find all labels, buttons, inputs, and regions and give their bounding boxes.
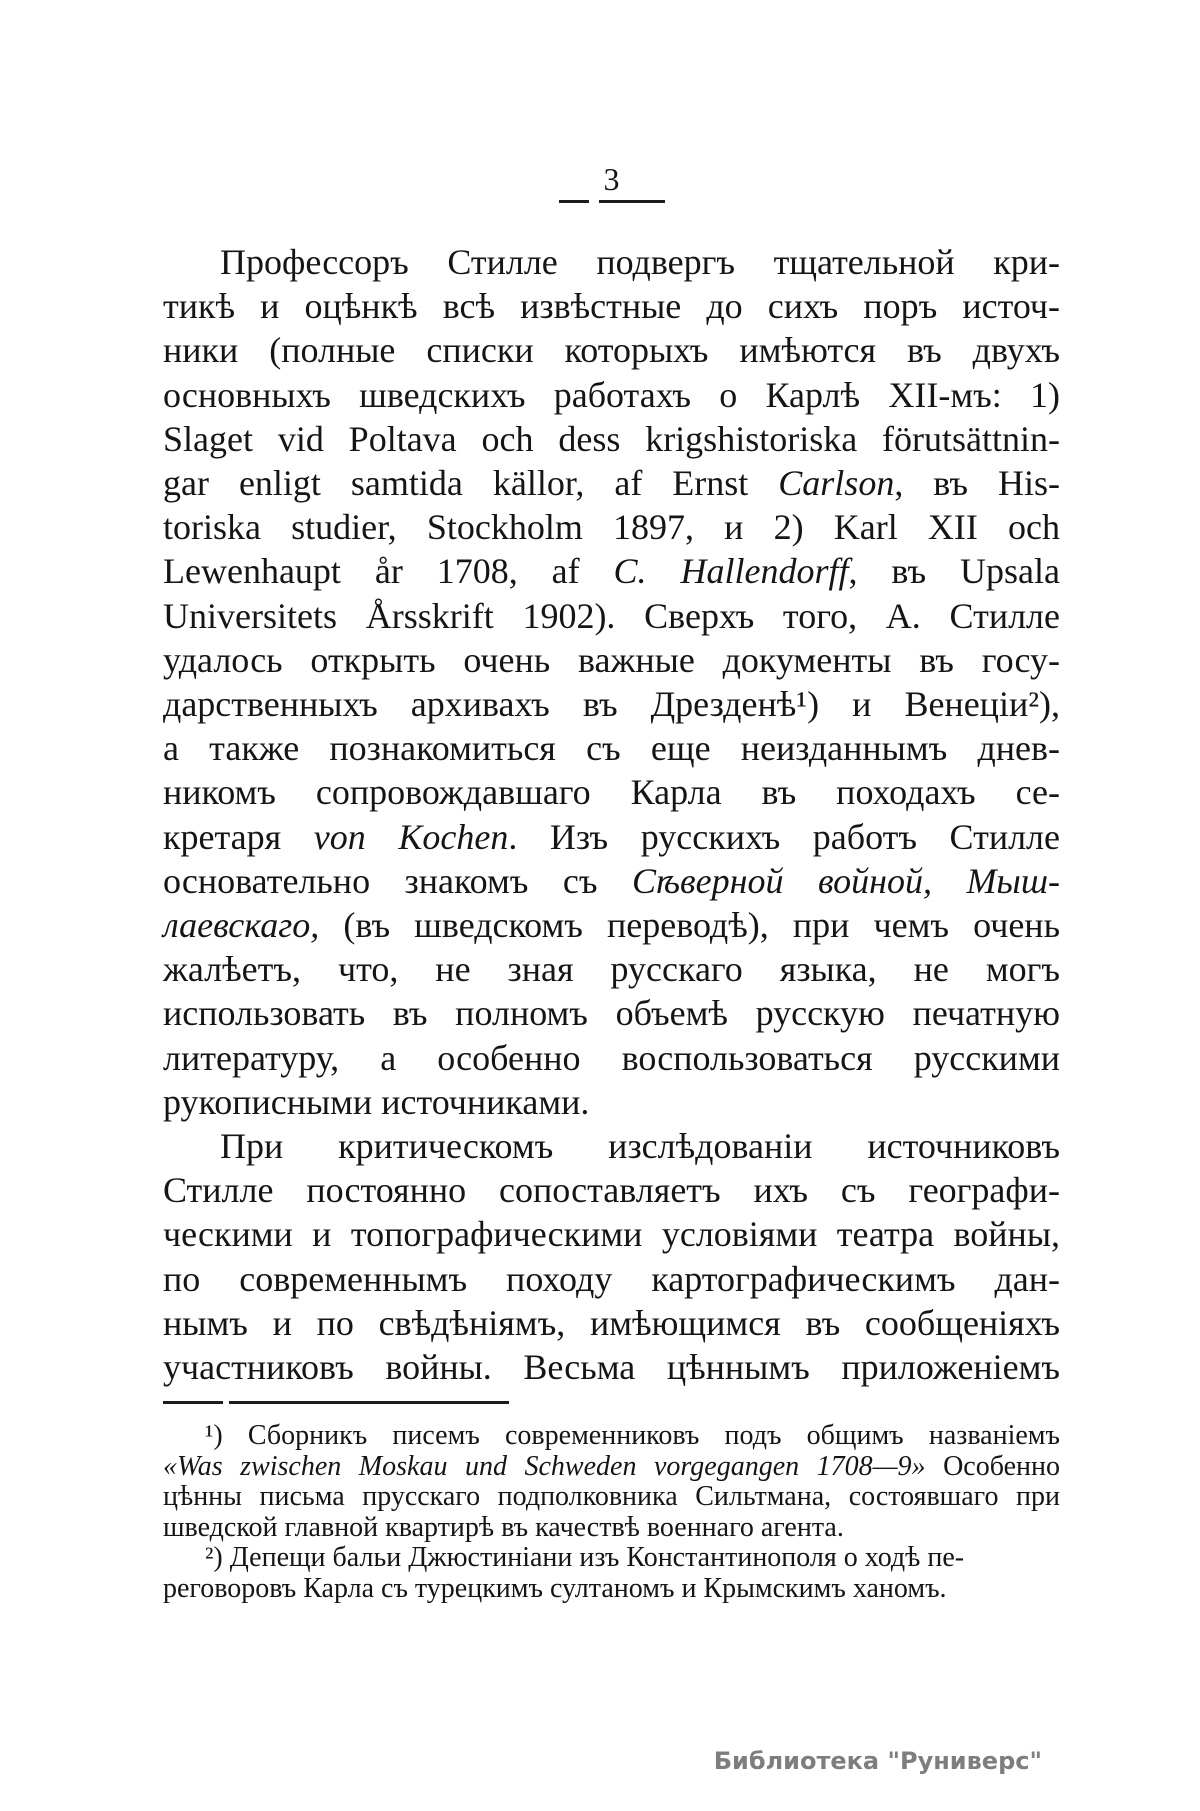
text-segment: gar enligt samtida källor, af Ernst — [163, 463, 779, 504]
text-segment: . Изъ русскихъ работъ Стилле — [508, 816, 1061, 857]
footnote-line — [163, 1452, 1060, 1483]
page-number: 3 — [603, 161, 620, 197]
text-line: жалѣетъ, что, не зная русскаго языка, не могъ — [163, 949, 1060, 990]
text-line: дарственныхъ архивахъ въ Дрезденѣ¹) и Венеціи²), — [163, 684, 1060, 725]
text-segment: Особенно — [925, 1450, 1060, 1482]
text-line: рукописными источниками. — [163, 1081, 590, 1122]
text-line: Slaget vid Poltava och dess krigshistoriska förutsättnin- — [163, 418, 1060, 459]
text-segment: кретаря — [163, 816, 314, 857]
text-segment-italic: лаевскаго, — [163, 905, 320, 946]
text-line: toriska studier, Stockholm 1897, и 2) Karl XII och — [163, 507, 1060, 548]
text-line: ческими и топографическими условіями театра войны, — [163, 1214, 1060, 1255]
footnote-line: ²) Депещи бальи Джюстиніани изъ Константинополя о ходѣ пе- — [205, 1542, 965, 1574]
text-line — [163, 549, 1060, 593]
text-line: использовать въ полномъ объемѣ русскую печатную — [163, 993, 1060, 1034]
text-line: При критическомъ изслѣдованіи источниковъ — [220, 1126, 1060, 1167]
text-line: удалось открыть очень важные документы въ госу- — [163, 639, 1060, 680]
text-line — [163, 903, 1060, 947]
main-text-block — [163, 240, 1060, 1389]
watermark-text: Библиотека "Руниверс" — [713, 1747, 1042, 1775]
text-line — [163, 461, 1060, 505]
text-line: нымъ и по свѣдѣніямъ, имѣющимся въ сообщеніяхъ — [163, 1302, 1060, 1343]
text-segment-italic: Сѣверной войной, Мыш- — [631, 860, 1060, 901]
text-segment: основательно знакомъ съ — [163, 860, 632, 901]
text-segment: , въ His- — [894, 463, 1060, 504]
text-line: Профессоръ Стилле подвергъ тщательной кри- — [220, 242, 1060, 282]
page-number-rule — [559, 200, 665, 203]
page-header — [163, 163, 1060, 203]
text-line: по современнымъ походу картографическимъ дан- — [163, 1258, 1060, 1299]
text-line: Стилле постоянно сопоставляетъ ихъ съ географи- — [163, 1170, 1060, 1211]
text-segment-italic: Carlson — [778, 463, 895, 504]
text-line: участниковъ войны. Весьма цѣннымъ приложеніемъ — [163, 1347, 1060, 1388]
footnote-line: шведской главной квартирѣ въ качествѣ военнаго агента. — [163, 1511, 844, 1543]
text-line: тикѣ и оцѣнкѣ всѣ извѣстные до сихъ поръ источ- — [163, 286, 1060, 327]
text-line: основныхъ шведскихъ работахъ о Карлѣ XII-мъ: 1) — [163, 374, 1060, 415]
text-line — [163, 815, 1060, 859]
footnote-line: ¹) Сборникъ писемъ современниковъ подъ общимъ названіемъ — [205, 1420, 1060, 1451]
footnotes-block — [163, 1421, 1060, 1605]
footnote-line: цѣнны письма прусскаго подполковника Сильтмана, состоявшаго при — [163, 1481, 1060, 1513]
text-segment-italic: von Kochen — [313, 816, 509, 857]
text-segment: (въ шведскомъ переводѣ), при чемъ очень — [319, 905, 1060, 946]
text-line: литературу, а особенно воспользоваться русскими — [163, 1037, 1060, 1078]
text-line: Universitets Årsskrift 1902). Сверхъ того, А. Стилле — [163, 595, 1060, 636]
footnote-line: реговоровъ Карла съ турецкимъ султаномъ и Крымскимъ ханомъ. — [163, 1572, 947, 1604]
footnote-separator — [163, 1401, 509, 1404]
text-line: никомъ сопровождавшаго Карла въ походахъ се- — [163, 772, 1060, 813]
text-segment: , въ Upsala — [848, 551, 1061, 592]
text-line: ники (полные списки которыхъ имѣются въ двухъ — [163, 330, 1060, 371]
text-line: а также познакомиться съ еще неизданнымъ днев- — [163, 728, 1060, 769]
text-segment-italic: C. Hallendorff — [613, 551, 849, 592]
text-segment-italic: «Was zwischen Moskau und Schweden vorgegangen 1708—9» — [163, 1450, 926, 1482]
text-segment: Lewenhaupt år 1708, af — [163, 551, 614, 592]
text-line — [163, 859, 1060, 903]
